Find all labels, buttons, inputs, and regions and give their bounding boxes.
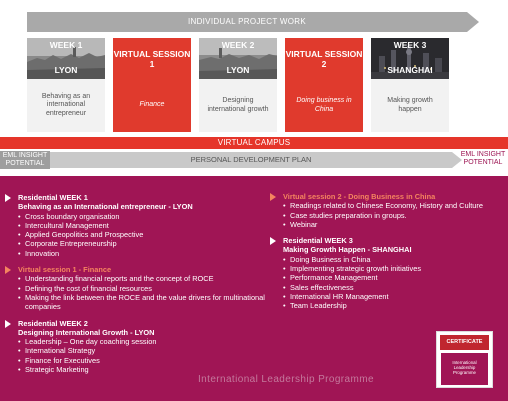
list-item: • Performance Management: [283, 273, 505, 282]
list-item: • Finance for Executives: [18, 356, 268, 365]
virtual-session2-card: [285, 38, 363, 132]
certificate-line2: Leadership: [453, 365, 476, 370]
list-item: • Webinar: [283, 220, 505, 229]
week3-city: SHANGHAI: [387, 65, 433, 75]
programme-right-column: [283, 192, 505, 318]
list-item: • Case studies preparation in groups.: [283, 211, 505, 220]
list-item: • Readings related to Chinese Economy, History and Culture: [283, 201, 505, 210]
list-item: • Understanding financial reports and the concept of ROCE: [18, 274, 268, 283]
week1-description: Behaving as an international entrepreneur: [41, 92, 91, 117]
certificate-seal: [441, 353, 488, 385]
week2-title: WEEK 2: [221, 40, 255, 50]
week2-photo-header: [199, 38, 277, 79]
week2-city: LYON: [226, 65, 250, 75]
week1-title: WEEK 1: [49, 40, 83, 50]
week3-card: [371, 38, 449, 132]
list-item: • International HR Management: [283, 292, 505, 301]
list-item: • Strategic Marketing: [18, 365, 268, 374]
list-item: • Defining the cost of financial resources: [18, 284, 268, 293]
residential-week2-list: [18, 337, 268, 374]
virtual-campus-bar: VIRTUAL CAMPUS: [0, 137, 508, 149]
virtual-session1-description: Finance: [139, 101, 165, 109]
individual-project-work-bar: [27, 12, 467, 32]
virtual-session1-section-title: Virtual session 1 - Finance: [18, 265, 268, 274]
residential-week2-section: [18, 319, 268, 375]
virtual-session2-description: Doing business in China: [296, 97, 352, 113]
list-item: • Innovation: [18, 249, 268, 258]
certificate-badge: [436, 331, 493, 388]
list-item: • Corporate Entrepreneurship: [18, 239, 268, 248]
residential-week3-subtitle: Making Growth Happen - SHANGHAI: [283, 245, 412, 255]
virtual-session1-section: [18, 265, 268, 311]
residential-week1-list: [18, 212, 268, 258]
certificate-label: CERTIFICATE: [440, 335, 489, 350]
residential-week2-subtitle: Designing International Growth - LYON: [18, 327, 155, 337]
list-item: • Doing Business in China: [283, 255, 505, 264]
list-item: • Leadership – One day coaching session: [18, 337, 268, 346]
residential-week3-section: [283, 236, 505, 310]
residential-week2-title: Residential WEEK 2: [18, 319, 268, 328]
list-item: • Applied Geopolitics and Prospective: [18, 230, 268, 239]
list-item: • International Strategy: [18, 346, 268, 355]
virtual-session2-list: [283, 201, 505, 229]
list-item: • Cross boundary organisation: [18, 212, 268, 221]
week2-card: [199, 38, 277, 132]
programme-title: International Leadership Programme: [198, 374, 374, 385]
week3-description: Making growth happen: [387, 97, 433, 113]
residential-week3-list: [283, 255, 505, 311]
list-item: • Team Leadership: [283, 301, 505, 310]
eml-insight-potential-right: EML INSIGHT POTENTIAL: [460, 151, 506, 166]
week1-photo-header: [27, 38, 105, 79]
virtual-session2-section: [283, 192, 505, 229]
virtual-session1-title: VIRTUAL SESSION 1: [113, 48, 191, 69]
week1-card: [27, 38, 105, 132]
personal-development-plan-bar: [50, 152, 452, 168]
week1-city: LYON: [54, 65, 78, 75]
list-item: • Making the link between the ROCE and the value drivers for multinational companies: [18, 293, 268, 312]
certificate-line3: Programme: [453, 370, 476, 375]
personal-development-plan-label: PERSONAL DEVELOPMENT PLAN: [190, 155, 312, 164]
virtual-session1-card: [113, 38, 191, 132]
residential-week1-title: Residential WEEK 1: [18, 193, 268, 202]
list-item: • Intercultural Management: [18, 221, 268, 230]
virtual-session2-title: VIRTUAL SESSION 2: [285, 48, 363, 69]
virtual-session1-list: [18, 274, 268, 311]
residential-week1-subtitle: Behaving as an International entrepreneur - LYON: [18, 202, 193, 212]
list-item: • Sales effectiveness: [283, 283, 505, 292]
individual-project-work-label: INDIVIDUAL PROJECT WORK: [187, 17, 307, 26]
programme-left-column: [18, 193, 268, 381]
residential-week1-section: [18, 193, 268, 258]
week2-description: Designing international growth: [207, 97, 269, 113]
residential-week3-title: Residential WEEK 3: [283, 236, 505, 245]
eml-insight-potential-left: EML INSIGHT POTENTIAL: [0, 151, 50, 169]
week3-title: WEEK 3: [393, 40, 427, 50]
certificate-line1: International: [452, 360, 477, 365]
week3-photo-header: [371, 38, 449, 79]
virtual-session2-section-title: Virtual session 2 - Doing Business in China: [283, 192, 505, 201]
list-item: • Implementing strategic growth initiatives: [283, 264, 505, 273]
